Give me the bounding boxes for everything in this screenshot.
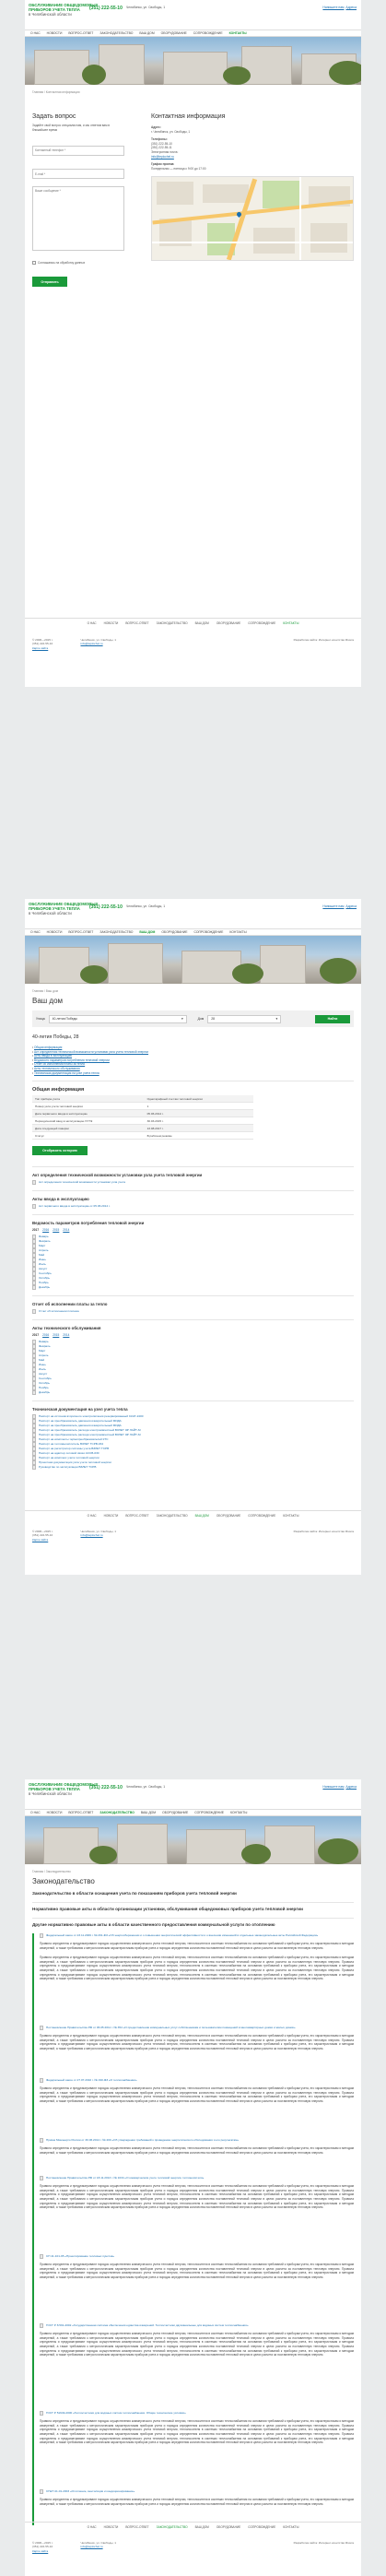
document-link[interactable]: Август: [32, 1372, 354, 1377]
footer-nav-item[interactable]: НОВОСТИ: [103, 2524, 119, 2529]
footer-email-link[interactable]: info@teplochel.ru: [80, 1533, 103, 1538]
law-page: [25, 1779, 361, 2576]
logo-line: ПРИБОРОВ УЧЕТА ТЕПЛА: [29, 1787, 80, 1791]
ask-text: Задайте свой вопрос специалистам, и мы ответим вам в ближайшее время: [32, 124, 110, 132]
site-footer: [25, 2541, 361, 2553]
footer-phone: (351) 222-55-10: [32, 2545, 53, 2549]
house-select[interactable]: [207, 1015, 281, 1023]
document-link[interactable]: Январь: [32, 1235, 354, 1239]
phone-input[interactable]: [32, 146, 124, 156]
footer-nav-item[interactable]: ВОПРОС-ОТВЕТ: [125, 1513, 149, 1518]
month-docs: [32, 1235, 354, 1290]
pdf-icon: [32, 1309, 36, 1314]
footer-nav-item[interactable]: ВАШ ДОМ: [194, 1513, 209, 1518]
footer-nav-item[interactable]: ЗАКОНОДАТЕЛЬСТВО: [156, 1513, 188, 1518]
phone-value: (351) 222-55-10: [151, 141, 172, 146]
footer-phone: (351) 222-55-10: [32, 642, 53, 646]
nav-item-contacts[interactable]: КОНТАКТЫ: [230, 1811, 248, 1814]
footer-nav-item[interactable]: ЗАКОНОДАТЕЛЬСТВО: [156, 2524, 188, 2529]
nav-item-about[interactable]: О НАС: [30, 930, 41, 934]
house-title: 40-летия Победы, 28: [32, 1034, 79, 1040]
law-section-title[interactable]: Законодательство в области оснащения учета по показаниям приборов учета тепловой энергии: [32, 1891, 237, 1896]
law-link[interactable]: ГОСТ Р 51649-2000 «Теплосчетчики для водяных систем теплоснабжения. Общие технические условия»: [40, 2411, 354, 2416]
footer-nav-item[interactable]: СОПРОВОЖДЕНИЕ: [248, 1513, 276, 1518]
hero-banner: [25, 1816, 361, 1864]
hours-value: Понедельник — пятница с 9:00 до 17:00: [151, 166, 206, 171]
law-link[interactable]: Федеральный закон от 23.11.2009 г. № 261-ФЗ «Об энергосбережении и о повышении энергетической эффективности и о внесении изменений в отдельные законодательные акты Российской Федерации»: [40, 1933, 354, 1938]
write-us-link[interactable]: Напишите нам: [322, 904, 345, 908]
phone-value: (351) 222-55-11: [151, 146, 172, 150]
document-link[interactable]: Июль: [32, 1367, 354, 1372]
header-links: [322, 6, 357, 9]
contact-info: [151, 113, 354, 261]
document-link[interactable]: Март: [32, 1244, 354, 1248]
pdf-icon: [40, 2176, 43, 2180]
law-link[interactable]: СНиП 41-01-2003 «Отопление, вентиляция и кондиционирование»: [40, 2489, 354, 2494]
table-row: Тип прибора учёта Однотарифный счетчик тепловой энергии: [32, 1095, 253, 1103]
ask-form: [32, 113, 124, 288]
law-paragraph: Правила определены и предусматривают порядок осуществления коммерческого учета тепловой энергии, теплоносителя в системах теплоснабжения на основании требований к приборам учета, его характеристикам и методам измерений, а также требования к метрологическим характеристикам приборов учета и порядок определения количества поставленной тепловой энергии в целях расчета за поставленную тепловую энергию. Правила определены и предусматривают порядок осуществления коммерческого учета тепловой энергии, теплоносителя в системах теплоснабжения на основании требований к приборам учета, его характеристикам и методам измерений, а также требования к метрологическим характеристикам приборов учета и порядок определения количества поставленной тепловой энергии в целях расчета за поставленную тепловую энергию. Правила определены и предусматривают порядок осуществления коммерческого учета тепловой энергии, теплоносителя в системах теплоснабжения на основании требований к приборам учета, его характеристикам и методам измерений, а также требования к метрологическим характеристикам приборов учета и порядок определения количества поставленной тепловой энергии в целях расчета за поставленную тепловую энергию.: [40, 2184, 354, 2210]
document-link[interactable]: Июнь: [32, 1363, 354, 1367]
document-link[interactable]: Отчет об исполнении платежа: [32, 1309, 354, 1314]
footer-email-link[interactable]: info@teplochel.ru: [80, 642, 103, 646]
addresses-link[interactable]: Адреса: [345, 904, 357, 908]
footer-copyright: © 2008—2015 г.: [32, 2541, 53, 2545]
find-button[interactable]: Найти: [315, 1015, 350, 1023]
footer-nav-item[interactable]: КОНТАКТЫ: [283, 1513, 299, 1518]
toc-item[interactable]: Акты технического обслуживания: [34, 1066, 80, 1070]
street-label: Улица: [36, 1017, 45, 1021]
logo-line: ПРИБОРОВ УЧЕТА ТЕПЛА: [29, 7, 80, 12]
footer-nav-item[interactable]: ОБОРУДОВАНИЕ: [216, 2524, 241, 2529]
document-link[interactable]: Февраль: [32, 1239, 354, 1244]
main-nav: [25, 928, 361, 936]
year-tab[interactable]: 2014: [63, 1228, 70, 1233]
law-article-list: [32, 1933, 354, 2525]
table-row: Номер узла учета тепловой энергии 1: [32, 1103, 253, 1110]
chevron-down-icon: ▾: [181, 1017, 183, 1021]
nav-item-contacts[interactable]: КОНТАКТЫ: [228, 31, 247, 35]
pdf-icon: [40, 2411, 43, 2416]
document-link[interactable]: Декабрь: [32, 1390, 354, 1395]
year-tabs: [32, 1333, 354, 1337]
nav-item-support[interactable]: СОПРОВОЖДЕНИЕ: [193, 930, 224, 934]
message-textarea[interactable]: [32, 186, 124, 251]
nav-item-support[interactable]: СОПРОВОЖДЕНИЕ: [193, 31, 223, 35]
header-address: Челябинск, ул. Свободы, 1: [126, 6, 166, 9]
site-logo[interactable]: [29, 1782, 357, 1796]
contact-details: [151, 125, 354, 171]
law-content: [25, 1891, 361, 2525]
nav-item-law[interactable]: ЗАКОНОДАТЕЛЬСТВО: [99, 1811, 135, 1814]
site-footer: [25, 638, 361, 650]
footer-nav-item[interactable]: КОНТАКТЫ: [283, 2524, 299, 2529]
document-link[interactable]: Сентябрь: [32, 1377, 354, 1381]
footer-nav-item[interactable]: ВАШ ДОМ: [194, 2524, 209, 2529]
nav-item-contacts[interactable]: КОНТАКТЫ: [229, 930, 247, 934]
law-link[interactable]: Постановление Правительства РФ от 06.05.2011 г. № 354 «О предоставлении коммунальных услуг собственникам и пользователям помещений в многоквартирных домах и жилых домов»: [40, 2026, 354, 2030]
law-paragraph: Правила определены и предусматривают порядок осуществления коммерческого учета тепловой энергии, теплоносителя в системах теплоснабжения на основании требований к приборам учета, его характеристикам и методам измерений, а также требования к метрологическим характеристикам приборов учета и порядок определения количества поставленной тепловой энергии в целях расчета за поставленную тепловую энергию.: [40, 2146, 354, 2155]
logo-subline: в Челябинской области: [29, 911, 72, 916]
developer-credit[interactable]: Разработка сайта: Интернет-агентство Rivera: [293, 2541, 354, 2545]
footer-nav-item[interactable]: НОВОСТИ: [103, 1513, 119, 1518]
techdoc-list: [32, 1414, 354, 1470]
page-title: Ваш дом: [32, 997, 64, 1005]
toc-item[interactable]: Техническая документация на узел учета тепла: [34, 1070, 99, 1075]
law-link[interactable]: Федеральный закон от 27.07.2010 г. № 190-ФЗ «О теплоснабжении»: [40, 2078, 354, 2083]
main-nav: [25, 1809, 361, 1816]
document-link[interactable]: Паспорт на преобразователь расхода электромагнитный ВЗЛЕТ ЭР ЛАЙТ-М: [32, 1433, 354, 1437]
nav-item-house[interactable]: ВАШ ДОМ: [139, 31, 155, 35]
show-history-button[interactable]: Отобразить историю: [32, 1146, 88, 1155]
write-us-link[interactable]: Напишите нам: [322, 1785, 345, 1789]
footer-nav: [25, 618, 361, 627]
act-title: Акт определения технической возможности установки узла учета тепловой энергии: [32, 1173, 203, 1178]
nav-item-about[interactable]: О НАС: [30, 1811, 41, 1814]
year-tabs: [32, 1228, 354, 1232]
addresses-link[interactable]: Адреса: [345, 6, 357, 9]
footer-address: Челябинск, ул. Свободы, 1: [80, 2541, 116, 2545]
nav-item-law[interactable]: ЗАКОНОДАТЕЛЬСТВО: [99, 31, 134, 35]
law-link[interactable]: Приказ Минэнерго России от 30.06.2014 г. № 400 «Об утверждении требований к проведению энергетического обследования и его результатам»: [40, 2138, 354, 2143]
document-link[interactable]: Сентябрь: [32, 1271, 354, 1276]
agree-checkbox[interactable]: [32, 261, 36, 265]
developer-credit[interactable]: Разработка сайта: Интернет-агентство Rivera: [293, 1530, 354, 1533]
footer-nav-item[interactable]: ВОПРОС-ОТВЕТ: [125, 2524, 149, 2529]
street-value: 40-летия Победы: [52, 1017, 77, 1021]
document-link[interactable]: Август: [32, 1267, 354, 1271]
pdf-icon: [32, 1204, 36, 1209]
nav-item-faq[interactable]: ВОПРОС-ОТВЕТ: [68, 31, 94, 35]
nav-item-news[interactable]: НОВОСТИ: [46, 31, 63, 35]
law-paragraph: Правила определены и предусматривают порядок осуществления коммерческого учета тепловой энергии, теплоносителя в системах теплоснабжения на основании требований к приборам учета, его характеристикам и методам измерений, а также требования к метрологическим характеристикам приборов учета и порядок определения количества поставленной тепловой энергии в целях расчета за поставленную тепловую энергию. Правила определены и предусматривают порядок осуществления коммерческого учета тепловой энергии, теплоносителя в системах теплоснабжения на основании требований к приборам учета, его характеристикам и методам измерений, а также требования к метрологическим характеристикам приборов учета и порядок определения количества поставленной тепловой энергии в целях расчета за поставленную тепловую энергию.: [40, 2086, 354, 2103]
law-link[interactable]: ГОСТ Р 8.591-2002 «Государственная система обеспечения единства измерений. Теплосчетчики двухканальные для водяных систем теплоснабжения»: [40, 2323, 354, 2328]
report-title: Отчет об исполнении платы за тепло: [32, 1302, 108, 1307]
site-logo[interactable]: [29, 3, 357, 17]
nav-item-faq[interactable]: ВОПРОС-ОТВЕТ: [68, 1811, 94, 1814]
year-tab[interactable]: 2016: [42, 1333, 50, 1338]
year-tab[interactable]: 2016: [42, 1228, 50, 1233]
law-section-title[interactable]: Другие нормативно правовые акты в области качественного предоставления коммунальной услуги по отоплению: [32, 1922, 275, 1927]
header-links: [322, 1785, 357, 1789]
breadcrumb: Главная / Ваш дом: [32, 989, 58, 993]
header-phone: (351) 222-55-10: [89, 904, 123, 910]
general-table: [32, 1095, 253, 1140]
document-link[interactable]: Проектная документация узла учета тепловой энергии: [32, 1460, 354, 1465]
pdf-icon: [40, 2026, 43, 2030]
toc-item[interactable]: Ведомости параметров потребления тепловой энергии: [34, 1058, 110, 1062]
header-phone: (351) 222-55-10: [89, 1785, 123, 1790]
email-label: Электронная почта:: [151, 149, 179, 154]
doc-icon: [32, 1390, 36, 1395]
document-link[interactable]: Октябрь: [32, 1381, 354, 1386]
footer-address: Челябинск, ул. Свободы, 1: [80, 1530, 116, 1533]
toc-list: • Общая информация • Акт определения технической возможности установки узла учета тепловой энергии • Акты ввода в эксплуатацию • Ведомости параметров потребления тепловой энергии • Отчет об исполнении платы за тепло • Акты технического обслуживания • Техническая документация на узел учета тепла: [32, 1046, 149, 1075]
document-link[interactable]: Паспорт на тепловычислитель ВЗЛЕТ ТСРВ-034: [32, 1442, 354, 1447]
document-link[interactable]: Ноябрь: [32, 1281, 354, 1285]
nav-item-support[interactable]: СОПРОВОЖДЕНИЕ: [194, 1811, 225, 1814]
nav-item-house[interactable]: ВАШ ДОМ: [140, 1811, 157, 1814]
nav-item-about[interactable]: О НАС: [30, 31, 41, 35]
breadcrumb: Главная / Законодательство: [32, 1870, 71, 1873]
document-link[interactable]: Апрель: [32, 1353, 354, 1358]
developer-credit[interactable]: Разработка сайта: Интернет-агентство Rivera: [293, 638, 354, 642]
document-link[interactable]: Акт определения технической возможности установки узла учета: [32, 1180, 354, 1185]
document-link[interactable]: Паспорт на преобразователь расхода электромагнитный ВЗЛЕТ ЭР ЛАЙТ-М: [32, 1428, 354, 1433]
main-nav: [25, 30, 361, 37]
footer-nav: [25, 1510, 361, 1519]
location-map[interactable]: [151, 176, 354, 261]
document-link[interactable]: Март: [32, 1349, 354, 1353]
pdf-icon: [40, 2254, 43, 2259]
document-link[interactable]: Руководство по эксплуатации ВЗЛЕТ ТСРВ: [32, 1465, 354, 1470]
commis-title: Акты ввода в эксплуатацию: [32, 1197, 89, 1202]
house-label: Дом: [197, 1017, 205, 1021]
house-value: 28: [211, 1017, 215, 1021]
document-link[interactable]: Февраль: [32, 1344, 354, 1349]
year-tab[interactable]: 2017: [32, 1333, 40, 1338]
document-link[interactable]: Акт первичного ввода в эксплуатацию от 05.06.2014 г.: [32, 1204, 354, 1209]
footer-nav-item[interactable]: ОБОРУДОВАНИЕ: [216, 620, 241, 625]
street-select[interactable]: [49, 1015, 187, 1023]
pdf-icon: [32, 1465, 36, 1470]
document-link[interactable]: Паспорт на преобразователь давления измерительный МИДА: [32, 1424, 354, 1428]
document-link[interactable]: Апрель: [32, 1248, 354, 1253]
email-input[interactable]: [32, 169, 124, 179]
footer-nav-item[interactable]: ВАШ ДОМ: [194, 620, 209, 625]
year-tab[interactable]: 2014: [63, 1333, 70, 1338]
footer-nav-item[interactable]: ВОПРОС-ОТВЕТ: [125, 620, 149, 625]
ask-title: Задать вопрос: [32, 113, 76, 120]
law-paragraph: Правила определены и предусматривают порядок осуществления коммерческого учета тепловой энергии, теплоносителя в системах теплоснабжения на основании требований к приборам учета, его характеристикам и методам измерений, а также требования к метрологическим характеристикам приборов учета и порядок определения количества поставленной тепловой энергии в целях расчета за поставленную тепловую энергию. Правила определены и предусматривают порядок осуществления коммерческого учета тепловой энергии, теплоносителя в системах теплоснабжения на основании требований к приборам учета, его характеристикам и методам измерений, а также требования к метрологическим характеристикам приборов учета и порядок определения количества поставленной тепловой энергии в целях расчета за поставленную тепловую энергию. Правила определены и предусматривают порядок осуществления коммерческого учета тепловой энергии, теплоносителя в системах теплоснабжения на основании требований к приборам учета, его характеристикам и методам измерений, а также требования к метрологическим характеристикам приборов учета и порядок определения количества поставленной тепловой энергии в целях расчета за поставленную тепловую энергию.: [40, 1956, 354, 1981]
table-row: Статус В рабочем режиме: [32, 1132, 253, 1140]
email-link[interactable]: info@teplochel.ru: [151, 154, 174, 159]
nav-item-news[interactable]: НОВОСТИ: [46, 930, 63, 934]
footer-nav-item[interactable]: КОНТАКТЫ: [283, 620, 299, 625]
law-paragraph: Правила определены и предусматривают порядок осуществления коммерческого учета тепловой энергии, теплоносителя в системах теплоснабжения на основании требований к приборам учета, его характеристикам и методам измерений, а также требования к метрологическим характеристикам приборов учета и порядок определения количества поставленной тепловой энергии в целях расчета за поставленную тепловую энергию. Правила определены и предусматривают порядок осуществления коммерческого учета тепловой энергии, теплоносителя в системах теплоснабжения на основании требований к приборам учета, его характеристикам и методам измерений, а также требования к метрологическим характеристикам приборов учета и порядок определения количества поставленной тепловой энергии в целях расчета за поставленную тепловую энергию.: [40, 2263, 354, 2279]
document-link[interactable]: Декабрь: [32, 1285, 354, 1290]
agree-row: [32, 261, 124, 266]
law-paragraph: Правила определены и предусматривают порядок осуществления коммерческого учета тепловой энергии, теплоносителя в системах теплоснабжения на основании требований к приборам учета, его характеристикам и методам измерений, а также требования к метрологическим характеристикам приборов учета и порядок определения количества поставленной тепловой энергии в целях расчета за поставленную тепловую энергию.: [40, 1942, 354, 1950]
nav-item-equipment[interactable]: ОБОРУДОВАНИЕ: [160, 31, 187, 35]
general-title: Общая информация: [32, 1087, 85, 1093]
footer-nav-item[interactable]: ЗАКОНОДАТЕЛЬСТВО: [156, 620, 188, 625]
toc-item[interactable]: Акты ввода в эксплуатацию: [34, 1054, 73, 1058]
page-title: Законодательство: [32, 1877, 95, 1885]
logo-subline: в Челябинской области: [29, 12, 72, 17]
service-title: Акты технического обслуживания: [32, 1326, 101, 1331]
document-link[interactable]: Июнь: [32, 1258, 354, 1262]
contacts-page: [25, 0, 361, 687]
write-us-link[interactable]: Напишите нам: [322, 6, 345, 9]
footer-nav-item[interactable]: НОВОСТИ: [103, 620, 119, 625]
law-paragraph: Правила определены и предусматривают порядок осуществления коммерческого учета тепловой энергии, теплоносителя в системах теплоснабжения на основании требований к приборам учета, его характеристикам и методам измерений, а также требования к метрологическим характеристикам приборов учета и порядок определения количества поставленной тепловой энергии в целях расчета за поставленную тепловую энергию. Правила определены и предусматривают порядок осуществления коммерческого учета тепловой энергии, теплоносителя в системах теплоснабжения на основании требований к приборам учета, его характеристикам и методам измерений, а также требования к метрологическим характеристикам приборов учета и порядок определения количества поставленной тепловой энергии в целях расчета за поставленную тепловую энергию.: [40, 2034, 354, 2050]
footer-address: Челябинск, ул. Свободы, 1: [80, 638, 116, 642]
document-link[interactable]: Паспорт на комплекс учета тепловой энергии: [32, 1456, 354, 1460]
toc-item[interactable]: Общая информация: [34, 1046, 63, 1049]
sitemap-link[interactable]: Карта сайта: [32, 645, 49, 650]
service-docs: [32, 1340, 354, 1395]
addresses-link[interactable]: Адреса: [345, 1785, 357, 1789]
site-header: [25, 899, 361, 928]
document-link[interactable]: Июль: [32, 1262, 354, 1267]
nav-item-equipment[interactable]: ОБОРУДОВАНИЕ: [162, 1811, 189, 1814]
nav-item-law[interactable]: ЗАКОНОДАТЕЛЬСТВО: [99, 930, 134, 934]
addr-label: Адрес:: [151, 125, 161, 129]
send-button[interactable]: Отправить: [32, 277, 67, 287]
footer-nav-item[interactable]: СОПРОВОЖДЕНИЕ: [248, 620, 276, 625]
site-header: [25, 0, 361, 30]
table-row: Дата следующей поверки 13.08.2017 г.: [32, 1125, 253, 1132]
law-section-title[interactable]: Нормативно правовые акты в области организации установки, обслуживания общедомовых приборов учета тепловой энергии: [32, 1907, 303, 1911]
chevron-down-icon: ▾: [275, 1017, 278, 1021]
document-link[interactable]: Паспорт на комплекты термопреобразователей КТС: [32, 1437, 354, 1442]
site-header: [25, 1779, 361, 1809]
sheets-title: Ведомость параметров потребления тепловой энергии: [32, 1221, 145, 1226]
nav-item-faq[interactable]: ВОПРОС-ОТВЕТ: [68, 930, 94, 934]
document-link[interactable]: Май: [32, 1253, 354, 1258]
document-link[interactable]: Паспорт на регистратор системы учета ВЗЛЕТ ТСРВ: [32, 1447, 354, 1451]
agree-label: Соглашаюсь на обработку данных: [38, 261, 86, 266]
law-paragraph: Правила определены и предусматривают порядок осуществления коммерческого учета тепловой энергии, теплоносителя в системах теплоснабжения на основании требований к приборам учета, его характеристикам и методам измерений, а также требования к метрологическим характеристикам приборов учета и порядок определения количества поставленной тепловой энергии в целях расчета за поставленную тепловую энергию.: [40, 2498, 354, 2506]
header-links: [322, 904, 357, 908]
pdf-icon: [40, 2323, 43, 2328]
breadcrumb: Главная / Контактная информация: [32, 90, 80, 94]
house-page: [25, 899, 361, 1575]
house-content: [25, 1027, 361, 1470]
pdf-icon: [32, 1180, 36, 1185]
table-row: Периодический ввод в эксплуатацию УУТЭ 30.03.2015 г.: [32, 1117, 253, 1125]
document-link[interactable]: Паспорт на адаптер сотовой связи АССВ-030: [32, 1451, 354, 1456]
logo-line: ОБСЛУЖИВАНИЕ ОБЩЕДОМОВЫХ: [29, 3, 99, 7]
toc-item[interactable]: Отчет об исполнении платы за тепло: [34, 1062, 86, 1067]
site-footer: [25, 1530, 361, 1542]
footer-nav-item[interactable]: ОБОРУДОВАНИЕ: [216, 1513, 241, 1518]
document-link[interactable]: Ноябрь: [32, 1386, 354, 1390]
phone-label: Телефоны:: [151, 137, 168, 142]
law-paragraph: Правила определены и предусматривают порядок осуществления коммерческого учета тепловой энергии, теплоносителя в системах теплоснабжения на основании требований к приборам учета, его характеристикам и методам измерений, а также требования к метрологическим характеристикам приборов учета и порядок определения количества поставленной тепловой энергии в целях расчета за поставленную тепловую энергию. Правила определены и предусматривают порядок осуществления коммерческого учета тепловой энергии, теплоносителя в системах теплоснабжения на основании требований к приборам учета, его характеристикам и методам измерений, а также требования к метрологическим характеристикам приборов учета и порядок определения количества поставленной тепловой энергии в целях расчета за поставленную тепловую энергию. Правила определены и предусматривают порядок осуществления коммерческого учета тепловой энергии, теплоносителя в системах теплоснабжения на основании требований к приборам учета, его характеристикам и методам измерений, а также требования к метрологическим характеристикам приборов учета и порядок определения количества поставленной тепловой энергии в целях расчета за поставленную тепловую энергию.: [40, 2332, 354, 2357]
logo-line: ОБСЛУЖИВАНИЕ ОБЩЕДОМОВЫХ: [29, 902, 99, 906]
document-link[interactable]: Январь: [32, 1340, 354, 1344]
logo-line: ПРИБОРОВ УЧЕТА ТЕПЛА: [29, 906, 80, 911]
footer-nav-item[interactable]: О НАС: [87, 620, 97, 625]
addr-value: г. Челябинск, ул. Свободы, 1: [151, 129, 191, 134]
header-address: Челябинск, ул. Свободы, 1: [126, 904, 166, 908]
footer-nav: [25, 2522, 361, 2531]
year-tab[interactable]: 2017: [32, 1228, 40, 1233]
pdf-icon: [40, 1933, 43, 1938]
footer-email-link[interactable]: info@teplochel.ru: [80, 2545, 103, 2549]
header-phone: (351) 222-55-10: [89, 6, 123, 11]
sitemap-link[interactable]: Карта сайта: [32, 2548, 49, 2553]
contact-title: Контактная информация: [151, 113, 226, 120]
document-link[interactable]: Май: [32, 1358, 354, 1363]
techdoc-title: Техническая документация на узел учета тепла: [32, 1407, 128, 1412]
header-address: Челябинск, ул. Свободы, 1: [126, 1785, 166, 1789]
toc-item[interactable]: Акт определения технической возможности установки узла учета тепловой энергии: [34, 1049, 149, 1054]
document-link[interactable]: Паспорт на источник вторичного электропитания резервированный СКАТ-2400: [32, 1414, 354, 1419]
doc-icon: [32, 1285, 36, 1290]
document-link[interactable]: Паспорт на преобразователь давления измерительный МИДА: [32, 1419, 354, 1424]
document-link[interactable]: Октябрь: [32, 1276, 354, 1281]
table-row: Дата первичного ввода в эксплуатацию 05.06.2014 г.: [32, 1110, 253, 1117]
year-tab[interactable]: 2015: [53, 1228, 60, 1233]
footer-copyright: © 2008—2015 г.: [32, 1530, 53, 1533]
law-paragraph: Правила определены и предусматривают порядок осуществления коммерческого учета тепловой энергии, теплоносителя в системах теплоснабжения на основании требований к приборам учета, его характеристикам и методам измерений, а также требования к метрологическим характеристикам приборов учета и порядок определения количества поставленной тепловой энергии в целях расчета за поставленную тепловую энергию. Правила определены и предусматривают порядок осуществления коммерческого учета тепловой энергии, теплоносителя в системах теплоснабжения на основании требований к приборам учета, его характеристикам и методам измерений, а также требования к метрологическим характеристикам приборов учета и порядок определения количества поставленной тепловой энергии в целях расчета за поставленную тепловую энергию. Правила определены и предусматривают порядок осуществления коммерческого учета тепловой энергии, теплоносителя в системах теплоснабжения на основании требований к приборам учета, его характеристикам и методам измерений, а также требования к метрологическим характеристикам приборов учета и порядок определения количества поставленной тепловой энергии в целях расчета за поставленную тепловую энергию.: [40, 2419, 354, 2445]
nav-item-equipment[interactable]: ОБОРУДОВАНИЕ: [161, 930, 188, 934]
nav-item-house[interactable]: ВАШ ДОМ: [139, 930, 156, 934]
house-search-bar: [32, 1010, 354, 1027]
hours-label: График приема:: [151, 162, 175, 167]
pdf-icon: [40, 2489, 43, 2494]
footer-nav-item[interactable]: О НАС: [87, 1513, 97, 1518]
hero-banner: [25, 936, 361, 984]
year-tab[interactable]: 2015: [53, 1333, 60, 1338]
site-logo[interactable]: [29, 902, 357, 916]
footer-phone: (351) 222-55-10: [32, 1533, 53, 1538]
logo-subline: в Челябинской области: [29, 1791, 72, 1796]
footer-nav-item[interactable]: СОПРОВОЖДЕНИЕ: [248, 2524, 276, 2529]
footer-copyright: © 2008—2015 г.: [32, 638, 53, 642]
law-link[interactable]: СП 41-101-95 «Проектирование тепловых пунктов»: [40, 2254, 354, 2259]
pdf-icon: [40, 2138, 43, 2143]
nav-item-news[interactable]: НОВОСТИ: [46, 1811, 63, 1814]
hero-banner: [25, 37, 361, 85]
logo-line: ОБСЛУЖИВАНИЕ ОБЩЕДОМОВЫХ: [29, 1782, 99, 1787]
sitemap-link[interactable]: Карта сайта: [32, 1537, 49, 1542]
law-link[interactable]: Постановление Правительства РФ от 18.11.2013 г. № 1034 «О коммерческом учете тепловой энергии, теплоносителя»: [40, 2176, 354, 2180]
pdf-icon: [40, 2078, 43, 2083]
footer-nav-item[interactable]: О НАС: [87, 2524, 97, 2529]
